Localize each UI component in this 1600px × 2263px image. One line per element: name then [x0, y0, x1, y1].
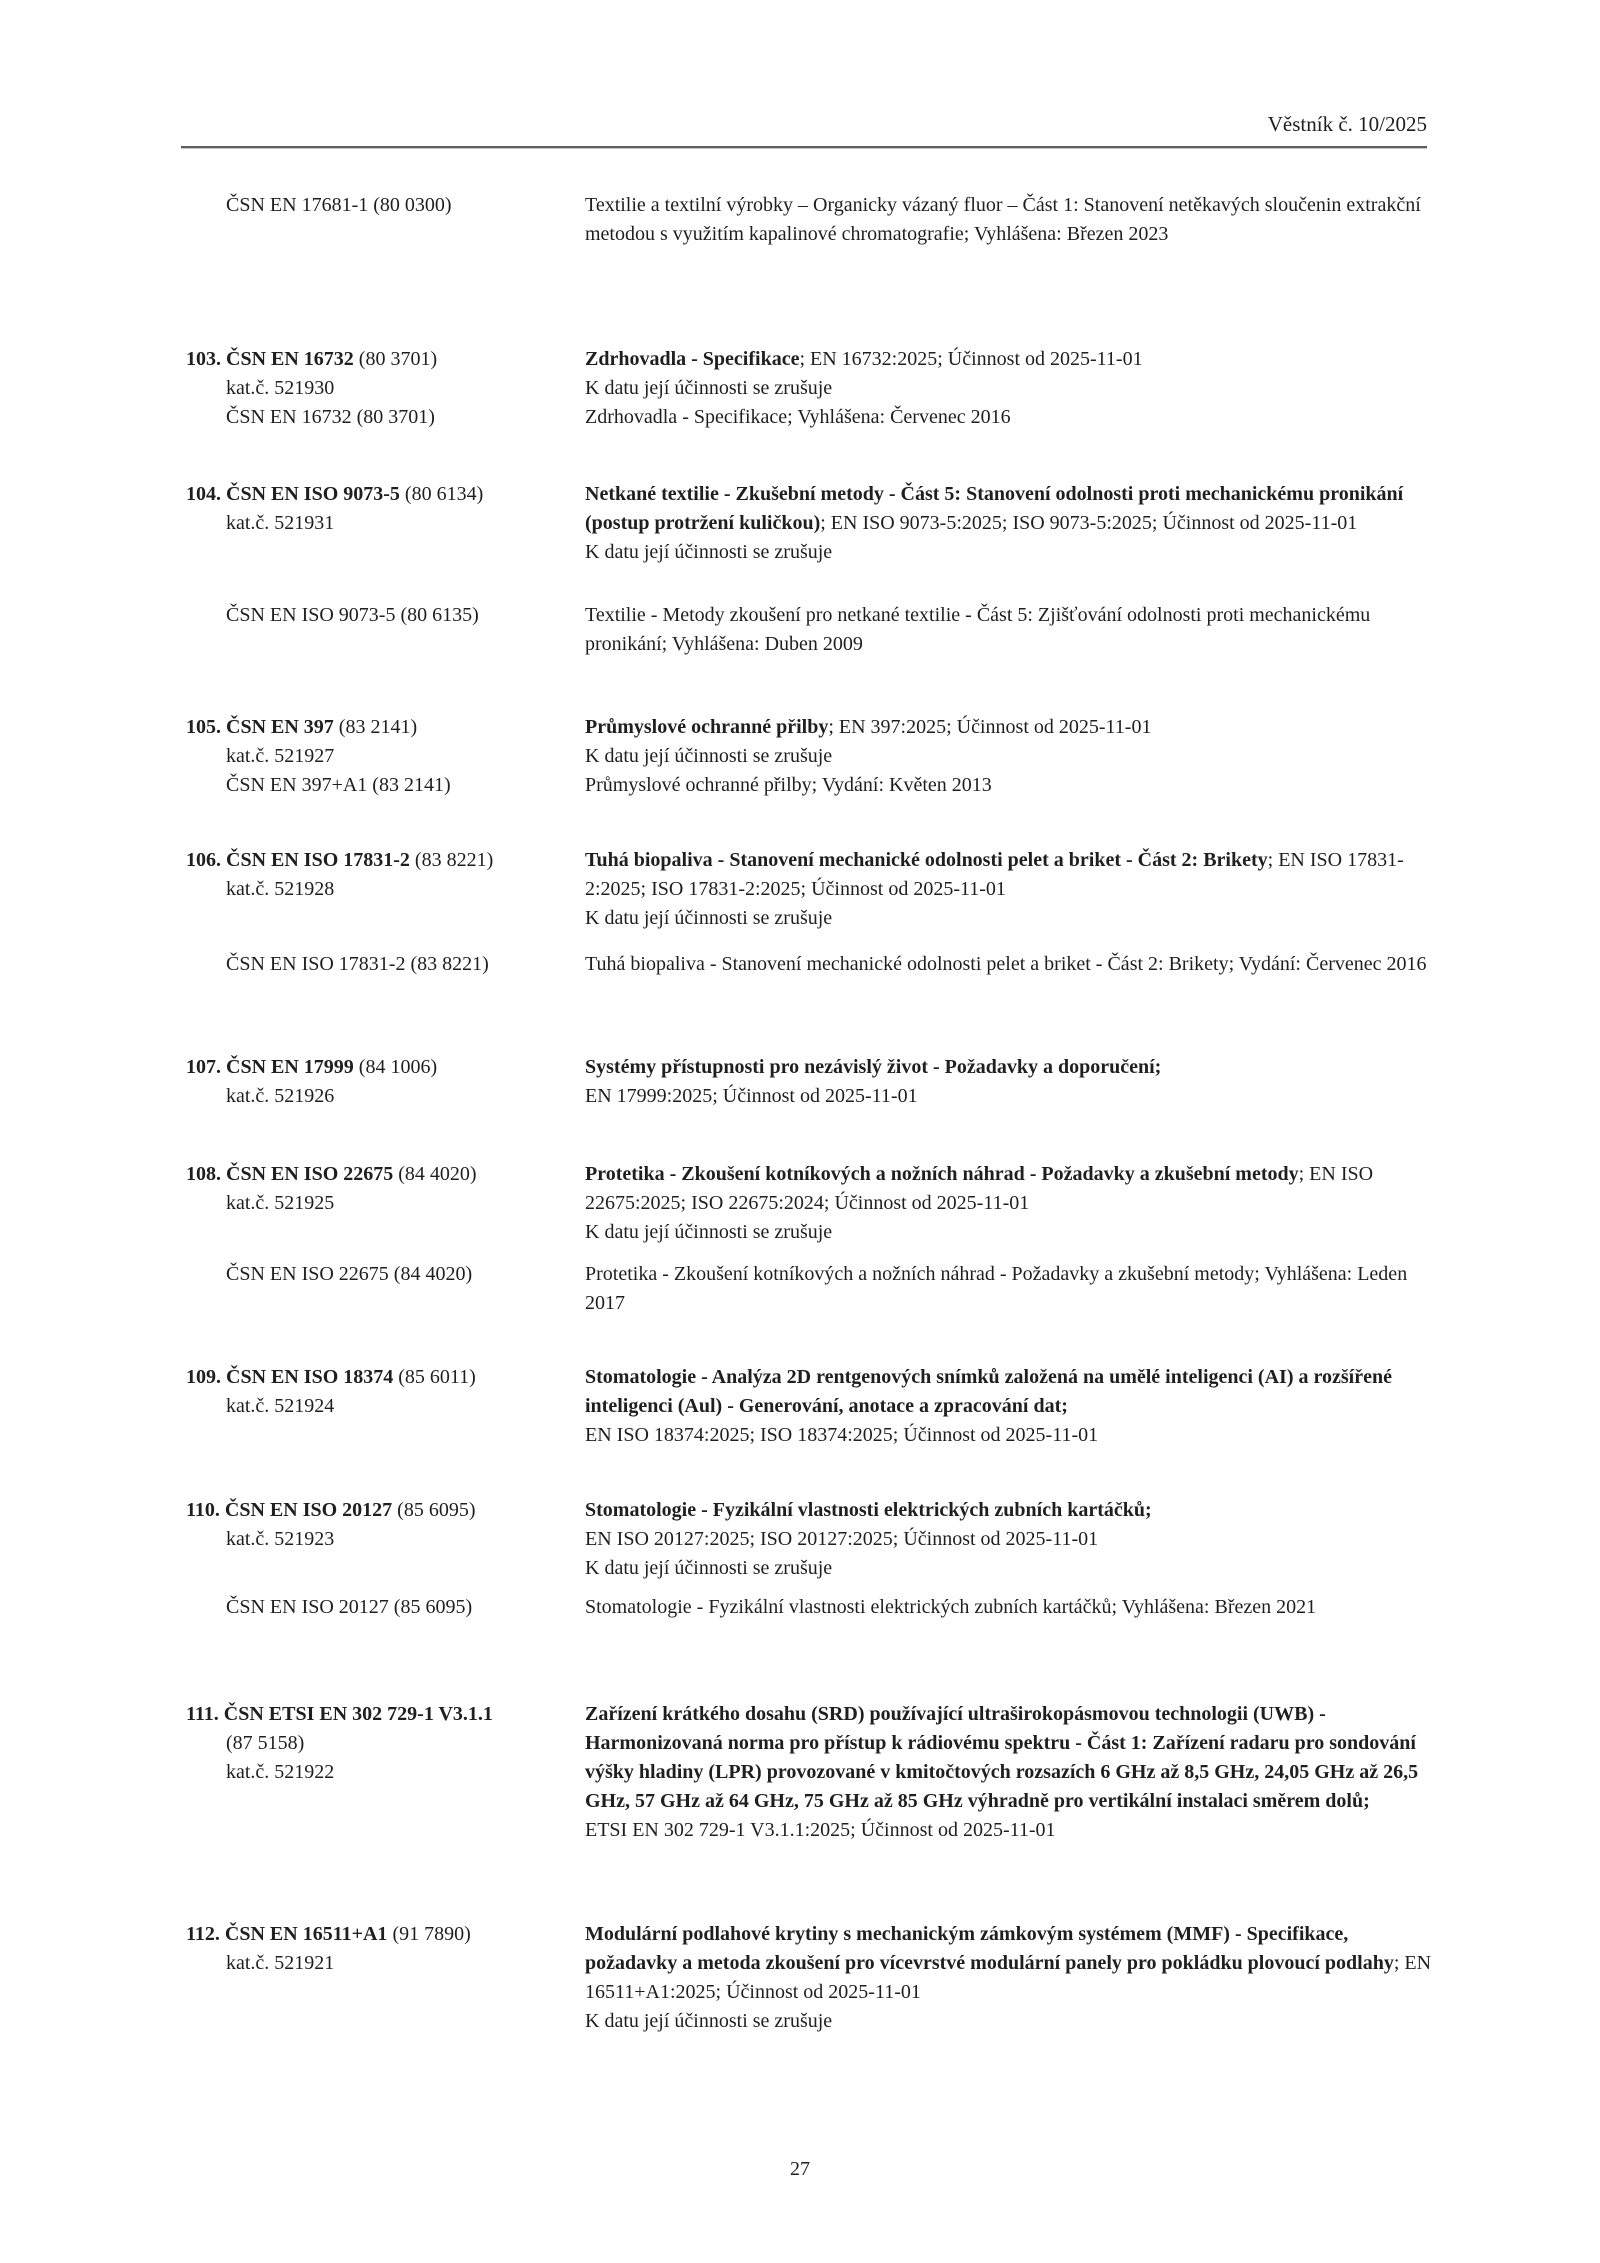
replaced-description: Textilie a textilní výrobky – Organicky vázaný fluor – Část 1: Stanovení netěkavých sloučenin extrakční metodou s využitím kapalinové chromatografie; Vyhlášena: Březen 2023 [585, 194, 1421, 245]
cancellation-note: K datu její účinnosti se zrušuje [585, 541, 833, 563]
item-designation [186, 1053, 578, 1082]
classification-code: (87 5158) [226, 1732, 305, 1754]
item-designation [186, 1700, 578, 1729]
item-number-title: 109. ČSN EN ISO 18374 [186, 1366, 394, 1388]
standard-title: Systémy přístupnosti pro nezávislý život - Požadavky a doporučení; [585, 1056, 1162, 1078]
item-designation [186, 1496, 578, 1525]
replaced-designation: ČSN EN ISO 20127 (85 6095) [226, 1596, 473, 1618]
page-number: 27 [790, 2158, 810, 2180]
classification-code: (85 6095) [397, 1499, 476, 1521]
cancellation-note: K datu její účinnosti se zrušuje [585, 1557, 833, 1579]
standard-references: ; EN 16732:2025; Účinnost od 2025-11-01 [799, 348, 1143, 370]
standard-title: Zařízení krátkého dosahu (SRD) používající ultraširokopásmovou technologii (UWB) - Harmonizovaná norma pro přístup k rádiovému spektru - Část 1: Zařízení radaru pro sondování výšky hladiny (LPR) provozované v kmitočtových rozsazích 6 GHz až 8,5 GHz, 24,05 GHz až 26,5 GHz, 57 GHz až 64 GHz, 75 GHz až 85 GHz výhradně pro vertikální instalaci směrem dolů; [585, 1703, 1419, 1812]
replaced-description: Stomatologie - Fyzikální vlastnosti elektrických zubních kartáčků; Vyhlášena: Březen 2021 [585, 1596, 1317, 1618]
classification-code: (83 8221) [414, 849, 494, 871]
standard-title: Modulární podlahové krytiny s mechanickým zámkovým systémem (MMF) - Specifikace, požadavky a metoda zkoušení pro vícevrstvé modulární panely pro pokládku plovoucí podlahy [585, 1923, 1394, 1974]
standard-title: Zdrhovadla - Specifikace [585, 348, 800, 370]
item-number-title: 103. ČSN EN 16732 [186, 348, 354, 370]
standard-references: ; EN ISO 22675:2025; ISO 22675:2024; Účinnost od 2025-11-01 [585, 1163, 1374, 1214]
replaced-description: Průmyslové ochranné přilby; Vydání: Květen 2013 [585, 774, 992, 796]
replaced-description: Protetika - Zkoušení kotníkových a nožních náhrad - Požadavky a zkušební metody; Vyhlášena: Leden 2017 [585, 1263, 1408, 1314]
standard-references: ; EN ISO 9073-5:2025; ISO 9073-5:2025; Účinnost od 2025-11-01 [820, 512, 1358, 534]
item-designation [186, 713, 578, 742]
header-rule [181, 146, 1427, 149]
standard-references: EN ISO 18374:2025; ISO 18374:2025; Účinnost od 2025-11-01 [585, 1424, 1099, 1446]
classification-code: (83 2141) [338, 716, 418, 738]
item-number-title: 106. ČSN EN ISO 17831-2 [186, 849, 410, 871]
replaced-description: Tuhá biopaliva - Stanovení mechanické odolnosti pelet a briket - Část 2: Brikety; Vydání: Červenec 2016 [585, 953, 1427, 975]
classification-code: (80 6134) [404, 483, 484, 505]
item-designation [186, 1920, 578, 1949]
item-number-title: 110. ČSN EN ISO 20127 [186, 1499, 393, 1521]
item-number-title: 108. ČSN EN ISO 22675 [186, 1163, 394, 1185]
catalog-number: kat.č. 521931 [226, 512, 335, 534]
item-number-title: 107. ČSN EN 17999 [186, 1056, 354, 1078]
standard-title: Stomatologie - Fyzikální vlastnosti elektrických zubních kartáčků; [585, 1499, 1152, 1521]
cancellation-note: K datu její účinnosti se zrušuje [585, 1221, 833, 1243]
replaced-designation: ČSN EN ISO 9073-5 (80 6135) [226, 604, 479, 626]
classification-code: (91 7890) [392, 1923, 471, 1945]
replaced-designation: ČSN EN 16732 (80 3701) [226, 406, 435, 428]
item-number-title: 112. ČSN EN 16511+A1 [186, 1923, 388, 1945]
replaced-designation: ČSN EN ISO 22675 (84 4020) [226, 1263, 473, 1285]
replaced-designation: ČSN EN ISO 17831-2 (83 8221) [226, 953, 489, 975]
item-number-title: 104. ČSN EN ISO 9073-5 [186, 483, 400, 505]
catalog-number: kat.č. 521922 [226, 1761, 335, 1783]
classification-code: (85 6011) [398, 1366, 476, 1388]
catalog-number: kat.č. 521928 [226, 878, 335, 900]
standard-references: ; EN 16511+A1:2025; Účinnost od 2025-11-01 [585, 1952, 1432, 2003]
cancellation-note: K datu její účinnosti se zrušuje [585, 2010, 833, 2032]
standard-references: EN ISO 20127:2025; ISO 20127:2025; Účinnost od 2025-11-01 [585, 1528, 1099, 1550]
cancellation-note: K datu její účinnosti se zrušuje [585, 377, 833, 399]
item-designation [186, 1363, 578, 1392]
cancellation-note: K datu její účinnosti se zrušuje [585, 907, 833, 929]
classification-code: (80 3701) [358, 348, 438, 370]
catalog-number: kat.č. 521925 [226, 1192, 335, 1214]
replaced-designation: ČSN EN 17681-1 (80 0300) [226, 194, 452, 216]
standard-references: ; EN ISO 17831-2:2025; ISO 17831-2:2025; Účinnost od 2025-11-01 [585, 849, 1404, 900]
standard-references: EN 17999:2025; Účinnost od 2025-11-01 [585, 1085, 918, 1107]
standard-references: ETSI EN 302 729-1 V3.1.1:2025; Účinnost od 2025-11-01 [585, 1819, 1056, 1841]
catalog-number: kat.č. 521923 [226, 1528, 335, 1550]
standard-title: Protetika - Zkoušení kotníkových a nožních náhrad - Požadavky a zkušební metody [585, 1163, 1299, 1185]
standard-title: Stomatologie - Analýza 2D rentgenových snímků založená na umělé inteligenci (AI) a rozšířené inteligenci (Aul) - Generování, anotace a zpracování dat; [585, 1366, 1392, 1417]
replaced-designation: ČSN EN 397+A1 (83 2141) [226, 774, 451, 796]
item-designation [186, 345, 578, 374]
journal-header: Věstník č. 10/2025 [1267, 112, 1427, 136]
item-designation [186, 846, 578, 875]
standard-title: Tuhá biopaliva - Stanovení mechanické odolnosti pelet a briket - Část 2: Brikety [585, 849, 1268, 871]
cancellation-note: K datu její účinnosti se zrušuje [585, 745, 833, 767]
replaced-description: Zdrhovadla - Specifikace; Vyhlášena: Červenec 2016 [585, 406, 1011, 428]
replaced-description: Textilie - Metody zkoušení pro netkané textilie - Část 5: Zjišťování odolnosti proti mechanickému pronikání; Vyhlášena: Duben 2009 [585, 604, 1371, 655]
item-number-title: 105. ČSN EN 397 [186, 716, 334, 738]
item-number-title: 111. ČSN ETSI EN 302 729-1 V3.1.1 [186, 1703, 493, 1725]
standard-references: ; EN 397:2025; Účinnost od 2025-11-01 [828, 716, 1152, 738]
catalog-number: kat.č. 521927 [226, 745, 335, 767]
standard-title: Průmyslové ochranné přilby [585, 716, 829, 738]
catalog-number: kat.č. 521930 [226, 377, 335, 399]
item-designation [186, 480, 578, 509]
catalog-number: kat.č. 521926 [226, 1085, 335, 1107]
classification-code: (84 4020) [398, 1163, 477, 1185]
standard-title: Netkané textilie - Zkušební metody - Část 5: Stanovení odolnosti proti mechanickému pronikání (postup protržení kuličkou) [585, 483, 1404, 534]
classification-code: (84 1006) [358, 1056, 438, 1078]
item-designation [186, 1160, 578, 1189]
catalog-number: kat.č. 521921 [226, 1952, 335, 1974]
catalog-number: kat.č. 521924 [226, 1395, 335, 1417]
